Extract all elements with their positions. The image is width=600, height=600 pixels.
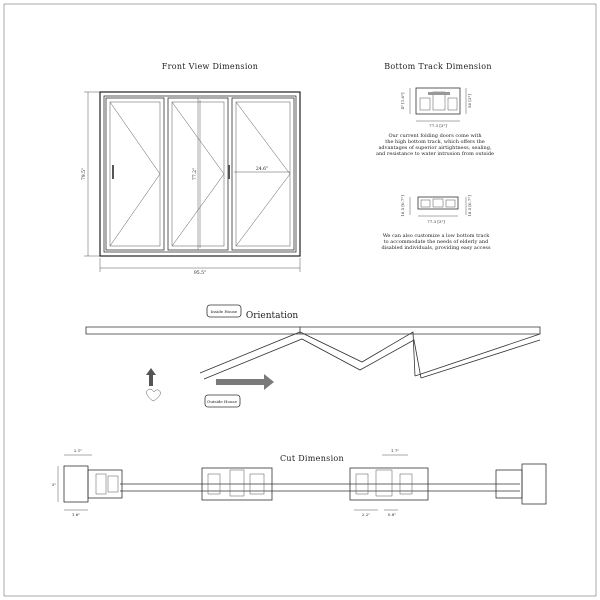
handle-icon (112, 165, 114, 179)
high-track-caption-1: Our current folding doors come with (388, 133, 482, 139)
dim-top-right: 1.7" (390, 448, 400, 453)
cut-dimension-title: Cut Dimension (279, 454, 345, 463)
closed-door-line (86, 327, 300, 334)
height-label: 79.5" (82, 167, 87, 181)
dim-bottom-mid1: 2.2" (361, 512, 371, 517)
high-track-caption-3: advantages of superior airtightness, sealing, (378, 145, 492, 151)
front-view-door (81, 92, 300, 276)
glass-panel-3 (236, 102, 290, 246)
opening-chevron-1 (110, 102, 160, 246)
glass-panel-1 (110, 102, 160, 246)
high-bottom-track (376, 88, 494, 157)
dim-top-left: 2.1" (73, 448, 83, 453)
inside-house-label: Inside House (210, 309, 238, 314)
low-track-height-label: 18.5 [0.7"] (400, 195, 405, 217)
low-track-caption-1: We can also customize a low bottom track (382, 233, 490, 239)
handle-icon (228, 165, 230, 179)
folded-panels (200, 332, 415, 376)
low-track-caption-3: disabled individuals, providing easy access (381, 245, 491, 251)
high-track-side-label: 50 [2"] (467, 94, 472, 108)
panel-height-label: 77.2" (193, 167, 198, 181)
panel-width-label: 24.6" (255, 167, 269, 172)
door-panel-3 (232, 98, 294, 250)
outside-house-label: Outside House (207, 399, 237, 404)
high-track-caption-2: the high bottom track, which offers the (385, 139, 485, 145)
left-jamb-profile (64, 466, 88, 502)
door-panel-1 (106, 98, 164, 250)
low-track-width-label: 77.3 [3"] (427, 219, 445, 224)
up-arrow-icon (146, 368, 156, 386)
right-arrow-icon (216, 374, 274, 390)
orientation-diagram (86, 305, 540, 407)
high-track-width-label: 77.3 [3"] (429, 123, 447, 128)
opening-chevron-3 (236, 102, 290, 246)
orientation-title: Orientation (245, 311, 299, 321)
high-track-height-label: 4" [1.6"] (400, 92, 405, 110)
width-label: 95.5" (193, 271, 207, 276)
dim-left-height: 3" (51, 482, 57, 487)
dim-bottom-left: 1.6" (71, 512, 81, 517)
right-jamb-profile (522, 464, 546, 504)
dim-bottom-mid2: 0.8" (387, 512, 397, 517)
hand-push-icon (146, 389, 161, 401)
low-bottom-track (381, 195, 491, 251)
low-track-caption-2: to accommodate the needs of elderly and (383, 239, 489, 245)
front-view-title: Front View Dimension (161, 62, 259, 71)
high-track-caption-4: and resistance to water intrusion from outside (375, 151, 495, 157)
low-track-side-label: 18.5 [0.7"] (467, 195, 472, 217)
bottom-track-title: Bottom Track Dimension (384, 62, 492, 71)
